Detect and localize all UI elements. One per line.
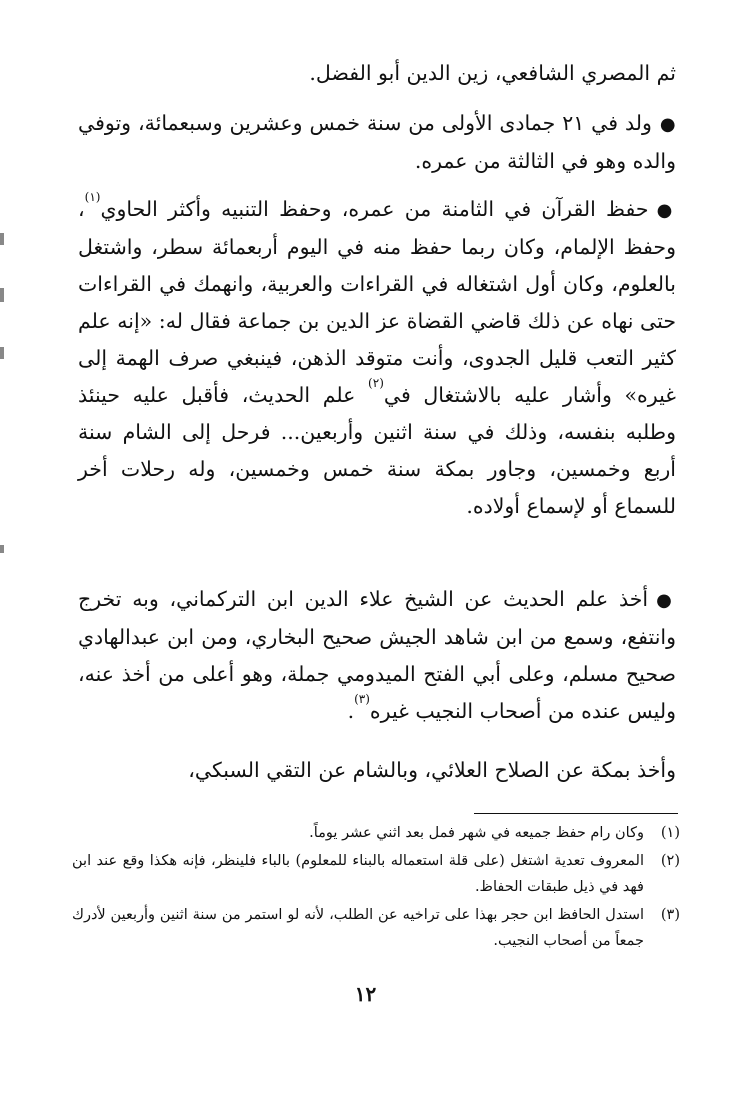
paragraph-text: وأخذ بمكة عن الصلاح العلائي، وبالشام عن التقي السبكي، <box>188 758 676 782</box>
paragraph-text-content: ولد في ٢١ جمادى الأولى من سنة خمس وعشرين وسبعمائة، وتوفي والده وهو في الثالثة من عمره. <box>78 111 676 173</box>
scan-edge-mark <box>0 288 4 302</box>
footnote-item <box>72 902 680 954</box>
paragraph-continuation <box>78 55 676 92</box>
footnote-ref-2[interactable]: (٢) <box>368 376 384 390</box>
bullet-icon: ● <box>659 114 677 135</box>
paragraph-text <box>78 581 676 730</box>
footnote-divider <box>474 813 678 814</box>
footnote-number: (١) <box>660 825 680 841</box>
footnote-item <box>72 820 680 846</box>
bullet-icon: ● <box>656 200 676 221</box>
paragraph-text-part: علم الحديث، فأقبل عليه حينئذ وطلبه بنفسه، وذلك في سنة اثنين وأربعين... فرحل إلى الشام سنة أربع وخمسين، وجاور بمكة سنة خمس وخمسين، وله رحلات أخر للسماع أو لإسماع أولاده. <box>78 383 676 518</box>
footnote-text: وكان رام حفظ جميعه في شهر فمل بعد اثني عشر يوماً. <box>309 825 644 841</box>
footnotes <box>72 820 680 956</box>
footnote-number: (٢) <box>660 853 680 869</box>
paragraph-text-part: حفظ القرآن في الثامنة من عمره، وحفظ التنبيه وأكثر الحاوي <box>100 197 649 221</box>
footnote-number: (٣) <box>660 907 680 923</box>
footnote-ref-3[interactable]: (٣) <box>354 692 370 706</box>
paragraph-text-part: . <box>347 699 355 723</box>
footnote-item <box>72 848 680 900</box>
footnote-text: استدل الحافظ ابن حجر بهذا على تراخيه عن الطلب، لأنه لو استمر من سنة اثنين وأربعين لأدرك جمعاً من أصحاب النجيب. <box>72 907 644 949</box>
paragraph-text <box>78 105 676 180</box>
bullet-icon: ● <box>656 590 676 611</box>
paragraph-text-part: ، وحفظ الإلمام، وكان ربما حفظ منه في اليوم أربعمائة سطر، واشتغل بالعلوم، وكان أول اشتغاله في القراءات والعربية، وانهمك في القراءات حتى نهاه عن ذلك قاضي القضاة عز الدين بن جماعة فقال له: «إنه علم كثير التعب قليل الجدوى، وأنت متوقد الذهن، فينبغي صرف الهمة إلى غيره» وأشار عليه بالاشتغال في <box>78 197 677 407</box>
paragraph-education <box>78 191 676 525</box>
page-number: ١٢ <box>354 982 377 1006</box>
footnote-text: المعروف تعدية اشتغل (على قلة استعماله بالبناء للمعلوم) بالباء فلينظر، فإنه هكذا وقع عند ابن فهد في ذيل طبقات الحفاظ. <box>72 853 644 895</box>
paragraph-text-part: أخذ علم الحديث عن الشيخ علاء الدين ابن التركماني، وبه تخرج وانتفع، وسمع من ابن شاهد الجيش صحيح البخاري، ومن ابن عبدالهادي صحيح مسلم، وعلى أبي الفتح الميدومي جملة، وهو أعلى من أخذ عنه، وليس عنده من أصحاب النجيب غيره <box>78 587 676 723</box>
footnote-ref-1[interactable]: (١) <box>84 190 101 204</box>
paragraph-text <box>78 191 676 525</box>
scan-edge-mark <box>0 545 4 553</box>
paragraph-birth <box>78 105 676 180</box>
paragraph-mecca <box>78 752 676 789</box>
paragraph-text: ثم المصري الشافعي، زين الدين أبو الفضل. <box>309 61 676 85</box>
scan-edge-mark <box>0 347 4 359</box>
paragraph-teachers <box>78 581 676 730</box>
scan-edge-mark <box>0 233 4 245</box>
